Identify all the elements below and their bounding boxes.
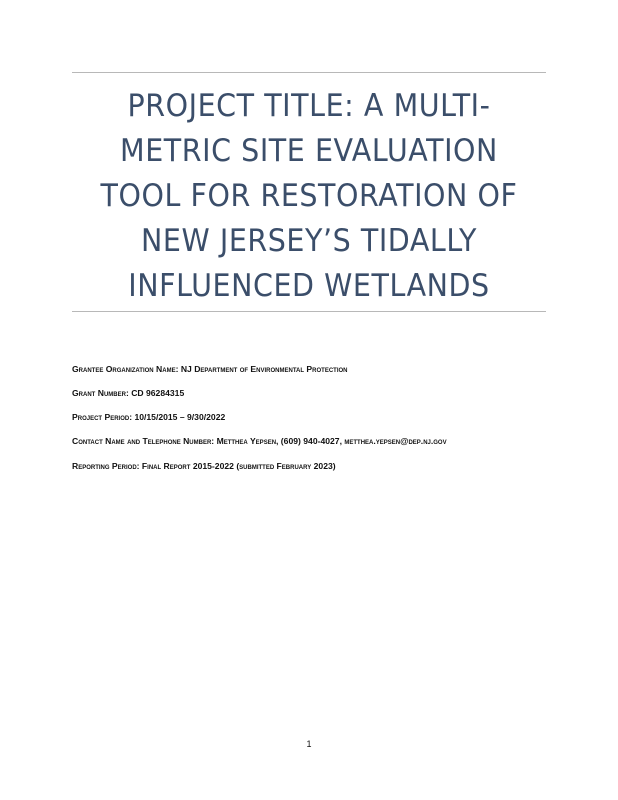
top-divider [72, 72, 546, 73]
title-line-1: PROJECT TITLE: A MULTI- [127, 88, 491, 124]
contact-label: Contact Name and Telephone Number: [72, 436, 215, 446]
grantee-organization-line [72, 364, 546, 374]
grantee-value: Department of Environmental Protection [194, 364, 348, 374]
reporting-period-label: Reporting Period: [72, 461, 140, 471]
grant-number-line [72, 388, 546, 398]
project-period-value: 10/15/2015 – 9/30/2022 [134, 412, 226, 422]
project-period-line [72, 412, 546, 422]
contact-name: Metthea Yepsen [216, 436, 277, 446]
title-line-2: METRIC SITE EVALUATION [120, 133, 498, 169]
reporting-period-line [72, 461, 546, 471]
title-line-4: NEW JERSEY’S TIDALLY [141, 223, 477, 259]
grant-number-label: Grant Number: [72, 388, 129, 398]
page-number: 1 [306, 739, 312, 749]
title-line-3: TOOL FOR RESTORATION OF [100, 178, 518, 214]
reporting-period-note: (submitted February 2023) [236, 461, 336, 471]
contact-phone: , (609) 940-4027, [276, 436, 342, 446]
contact-email: metthea.yepsen@dep.nj.gov [344, 436, 447, 446]
grant-number-value: CD 96284315 [131, 388, 185, 398]
contact-line [72, 436, 546, 446]
project-title [91, 84, 527, 309]
reporting-period-value: Final Report 2015-2022 [141, 461, 234, 471]
grantee-label: Grantee Organization Name: [72, 364, 179, 374]
bottom-divider [72, 311, 546, 312]
project-period-label: Project Period: [72, 412, 133, 422]
grantee-prefix: NJ [180, 364, 192, 374]
title-line-5: INFLUENCED WETLANDS [128, 268, 490, 304]
